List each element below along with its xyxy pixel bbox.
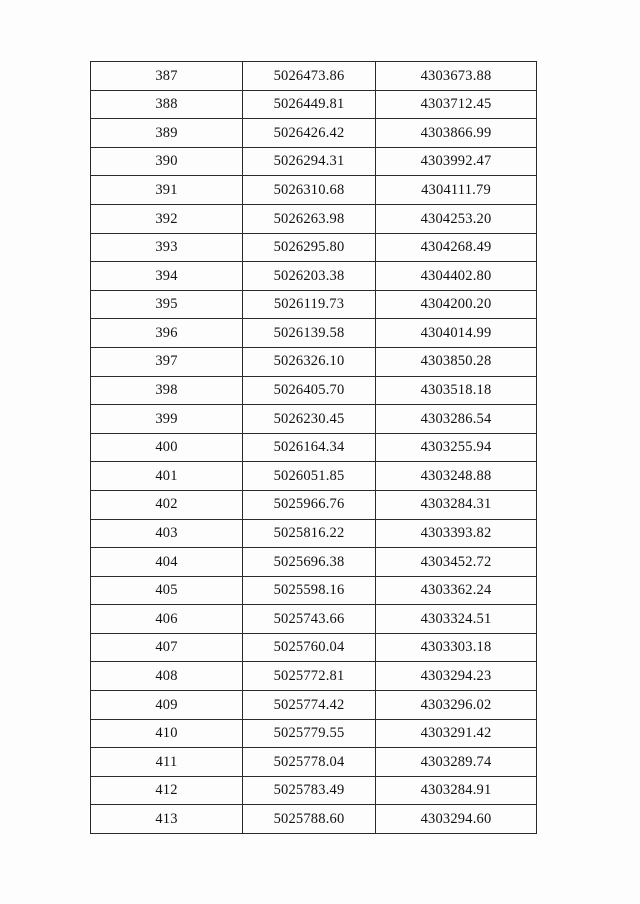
- point-number-cell: 404: [91, 548, 243, 577]
- x-coordinate-cell: 5025779.55: [243, 719, 376, 748]
- x-coordinate-cell: 5025598.16: [243, 576, 376, 605]
- y-coordinate-cell: 4304014.99: [376, 319, 537, 348]
- point-number-cell: 408: [91, 662, 243, 691]
- y-coordinate-cell: 4303255.94: [376, 433, 537, 462]
- point-number-cell: 412: [91, 776, 243, 805]
- table-row: [91, 319, 537, 348]
- x-coordinate-cell: 5026203.38: [243, 262, 376, 291]
- table-row: [91, 519, 537, 548]
- table-row: [91, 62, 537, 91]
- y-coordinate-cell: 4303284.91: [376, 776, 537, 805]
- table-row: [91, 119, 537, 148]
- x-coordinate-cell: 5025772.81: [243, 662, 376, 691]
- table-row: [91, 633, 537, 662]
- table-row: [91, 176, 537, 205]
- x-coordinate-cell: 5026139.58: [243, 319, 376, 348]
- x-coordinate-cell: 5026263.98: [243, 204, 376, 233]
- table-row: [91, 233, 537, 262]
- y-coordinate-cell: 4303518.18: [376, 376, 537, 405]
- table-row: [91, 376, 537, 405]
- y-coordinate-cell: 4303673.88: [376, 62, 537, 91]
- x-coordinate-cell: 5025816.22: [243, 519, 376, 548]
- table-row: [91, 262, 537, 291]
- y-coordinate-cell: 4304402.80: [376, 262, 537, 291]
- x-coordinate-cell: 5026426.42: [243, 119, 376, 148]
- table-row: [91, 147, 537, 176]
- point-number-cell: 402: [91, 490, 243, 519]
- table-row: [91, 490, 537, 519]
- x-coordinate-cell: 5025783.49: [243, 776, 376, 805]
- point-number-cell: 413: [91, 805, 243, 834]
- y-coordinate-cell: 4303303.18: [376, 633, 537, 662]
- table-row: [91, 290, 537, 319]
- point-number-cell: 399: [91, 405, 243, 434]
- y-coordinate-cell: 4303289.74: [376, 748, 537, 777]
- point-number-cell: 397: [91, 347, 243, 376]
- table-row: [91, 405, 537, 434]
- table-row: [91, 805, 537, 834]
- y-coordinate-cell: 4303286.54: [376, 405, 537, 434]
- table-row: [91, 605, 537, 634]
- point-number-cell: 392: [91, 204, 243, 233]
- y-coordinate-cell: 4303850.28: [376, 347, 537, 376]
- point-number-cell: 401: [91, 462, 243, 491]
- x-coordinate-cell: 5026119.73: [243, 290, 376, 319]
- x-coordinate-cell: 5026051.85: [243, 462, 376, 491]
- point-number-cell: 390: [91, 147, 243, 176]
- x-coordinate-cell: 5025778.04: [243, 748, 376, 777]
- y-coordinate-cell: 4303294.60: [376, 805, 537, 834]
- table-row: [91, 548, 537, 577]
- point-number-cell: 388: [91, 90, 243, 119]
- point-number-cell: 393: [91, 233, 243, 262]
- y-coordinate-cell: 4303324.51: [376, 605, 537, 634]
- x-coordinate-cell: 5025774.42: [243, 691, 376, 720]
- point-number-cell: 405: [91, 576, 243, 605]
- point-number-cell: 411: [91, 748, 243, 777]
- x-coordinate-cell: 5025743.66: [243, 605, 376, 634]
- x-coordinate-cell: 5026310.68: [243, 176, 376, 205]
- point-number-cell: 403: [91, 519, 243, 548]
- table-row: [91, 719, 537, 748]
- table-row: [91, 576, 537, 605]
- y-coordinate-cell: 4303291.42: [376, 719, 537, 748]
- coordinate-table: [90, 61, 537, 834]
- x-coordinate-cell: 5025788.60: [243, 805, 376, 834]
- x-coordinate-cell: 5026326.10: [243, 347, 376, 376]
- y-coordinate-cell: 4303712.45: [376, 90, 537, 119]
- y-coordinate-cell: 4304200.20: [376, 290, 537, 319]
- point-number-cell: 407: [91, 633, 243, 662]
- y-coordinate-cell: 4303362.24: [376, 576, 537, 605]
- y-coordinate-cell: 4304253.20: [376, 204, 537, 233]
- x-coordinate-cell: 5025760.04: [243, 633, 376, 662]
- y-coordinate-cell: 4304111.79: [376, 176, 537, 205]
- point-number-cell: 400: [91, 433, 243, 462]
- point-number-cell: 396: [91, 319, 243, 348]
- point-number-cell: 389: [91, 119, 243, 148]
- y-coordinate-cell: 4303294.23: [376, 662, 537, 691]
- table-row: [91, 433, 537, 462]
- point-number-cell: 409: [91, 691, 243, 720]
- y-coordinate-cell: 4303393.82: [376, 519, 537, 548]
- table-row: [91, 90, 537, 119]
- table-row: [91, 748, 537, 777]
- y-coordinate-cell: 4303866.99: [376, 119, 537, 148]
- table-row: [91, 662, 537, 691]
- table-row: [91, 204, 537, 233]
- y-coordinate-cell: 4303992.47: [376, 147, 537, 176]
- x-coordinate-cell: 5025966.76: [243, 490, 376, 519]
- y-coordinate-cell: 4304268.49: [376, 233, 537, 262]
- y-coordinate-cell: 4303248.88: [376, 462, 537, 491]
- coordinate-table-body: [91, 62, 537, 834]
- x-coordinate-cell: 5026230.45: [243, 405, 376, 434]
- point-number-cell: 391: [91, 176, 243, 205]
- table-row: [91, 462, 537, 491]
- table-row: [91, 347, 537, 376]
- x-coordinate-cell: 5026164.34: [243, 433, 376, 462]
- y-coordinate-cell: 4303296.02: [376, 691, 537, 720]
- table-row: [91, 691, 537, 720]
- point-number-cell: 410: [91, 719, 243, 748]
- point-number-cell: 387: [91, 62, 243, 91]
- point-number-cell: 395: [91, 290, 243, 319]
- point-number-cell: 394: [91, 262, 243, 291]
- x-coordinate-cell: 5026294.31: [243, 147, 376, 176]
- table-row: [91, 776, 537, 805]
- x-coordinate-cell: 5025696.38: [243, 548, 376, 577]
- x-coordinate-cell: 5026473.86: [243, 62, 376, 91]
- y-coordinate-cell: 4303452.72: [376, 548, 537, 577]
- x-coordinate-cell: 5026449.81: [243, 90, 376, 119]
- x-coordinate-cell: 5026405.70: [243, 376, 376, 405]
- point-number-cell: 406: [91, 605, 243, 634]
- point-number-cell: 398: [91, 376, 243, 405]
- x-coordinate-cell: 5026295.80: [243, 233, 376, 262]
- y-coordinate-cell: 4303284.31: [376, 490, 537, 519]
